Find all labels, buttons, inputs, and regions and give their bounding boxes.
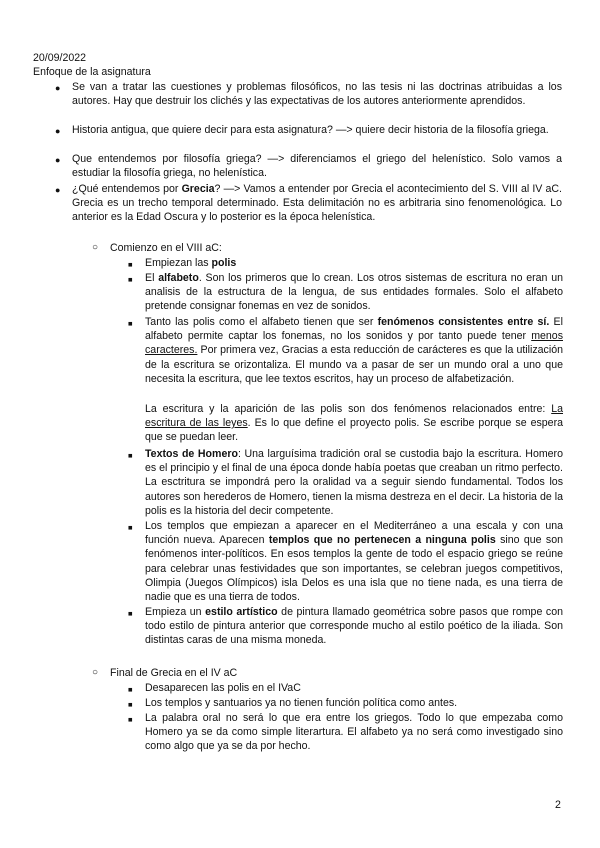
- section-2-title: Final de Grecia en el IV aC: [110, 667, 238, 679]
- bullet-glyph: ●: [55, 126, 61, 136]
- section-1-item-1: Empiezan las polis: [145, 257, 237, 269]
- section-2-item-2: Los templos y santuarios ya no tienen función política como antes.: [145, 697, 458, 709]
- section-1-item-3: Tanto las polis como el alfabeto tienen que ser fenómenos consistentes entre sí. El alfabeto permite captar los fonemas, no los sonidos y por tanto puede tener menos caracteres. Por primera vez, Gracias a esta reducción de carácteres es que la utilización de la escritura se orizontaliza. El mundo va a pasar de ser un mundo oral a uno que necesita la escritura, que lee textos escritos, hay un proceso de alfabetización.: [145, 316, 563, 385]
- section-1-item-3-paragraph-2: La escritura y la aparición de las polis son dos fenómenos relacionados entre: La escritura de las leyes. Es lo que define el proyecto polis. Se escribe porque se espera que se puedan leer.: [145, 403, 563, 444]
- date-line: 20/09/2022: [33, 52, 87, 64]
- bullet-item-1: Se van a tratar las cuestiones y problemas filosóficos, no las tesis ni las doctrinas atribuidas a los autores. Hay que destruir los clichés y las expectativas de los autores anteriormente aprendidos.: [72, 81, 562, 108]
- square-bullet: ■: [128, 319, 133, 328]
- square-bullet: ■: [128, 609, 133, 618]
- bullet-item-2: Historia antigua, que quiere decir para esta asignatura? —> quiere decir historia de la filosofía griega.: [72, 124, 549, 136]
- section-2-item-3: La palabra oral no será lo que era entre los griegos. Todo lo que empezaba como Homero ya se da como simple literartura. El alfabeto ya no será como investigado sino como algo que ya se da por hecho.: [145, 712, 563, 753]
- section-1-item-6: Empieza un estilo artístico de pintura llamado geométrica sobre pasos que rompe con todo estilo de pintura anterior que corresponde mucho al estilo poético de la iliada. Son distintas caras de una misma moneda.: [145, 606, 563, 647]
- square-bullet: ■: [128, 700, 133, 709]
- section-1-item-5: Los templos que empiezan a aparecer en el Mediterráneo a una escala y con una función nueva. Aparecen templos que no pertenecen a ninguna polis sino que son fenómenos inter-políticos. En esos templos la gente de todo el espacio griego se reúne para celebrar unas festividades que son importantes, se celebran juegos competitivos, Olimpia (Juegos Olímpicos) isla Delos es una isla que no tiene nada, es una tierra de nadie que es una tierra de todos.: [145, 520, 563, 604]
- bullet-glyph: ●: [55, 185, 61, 195]
- section-2-item-1: Desaparecen las polis en el IVaC: [145, 682, 301, 694]
- section-1-item-4: Textos de Homero: Una larguísima tradición oral se custodia bajo la escritura. Homero es el principio y el final de una época donde había poetas que creaban un ritmo perfecto. La esctritura se impondrá pero la oralidad va a seguir siendo fundamental. Todos los autores son herederos de Homero, tienen la misma destreza en el decir. La historia de la polis es la historia del decir competente.: [145, 448, 563, 517]
- bullet-item-3: Que entendemos por filosofía griega? —> diferenciamos el griego del helenístico. Solo vamos a estudiar la filosofía griega, no helenística.: [72, 153, 562, 180]
- bullet-glyph: ●: [55, 155, 61, 165]
- square-bullet: ■: [128, 523, 133, 532]
- section-bullet-glyph: ○: [92, 667, 99, 678]
- bullet-glyph: ●: [55, 83, 61, 93]
- page-number: 2: [555, 799, 561, 811]
- square-bullet: ■: [128, 451, 133, 460]
- section-1-item-2: El alfabeto. Son los primeros que lo crean. Los otros sistemas de escritura no eran un analisis de la estructura de la lengua, de sus entidades formales. Solo el alfabeto pretende consignar fonemas en vez de sonidos.: [145, 272, 563, 313]
- square-bullet: ■: [128, 275, 133, 284]
- subtitle-line: Enfoque de la asignatura: [33, 66, 151, 78]
- square-bullet: ■: [128, 715, 133, 724]
- square-bullet: ■: [128, 685, 133, 694]
- bullet-item-4: ¿Qué entendemos por Grecia? —> Vamos a entender por Grecia el acontecimiento del S. VIII al IV aC. Grecia es un trecho temporal determinado. Esta delimitación no es arbitraria sino fenomenológica. Lo anterior es la Edad Oscura y lo posterior es la época helenística.: [72, 183, 562, 224]
- section-bullet-glyph: ○: [92, 242, 99, 253]
- section-1-title: Comienzo en el VIII aC:: [110, 242, 222, 254]
- square-bullet: ■: [128, 260, 133, 269]
